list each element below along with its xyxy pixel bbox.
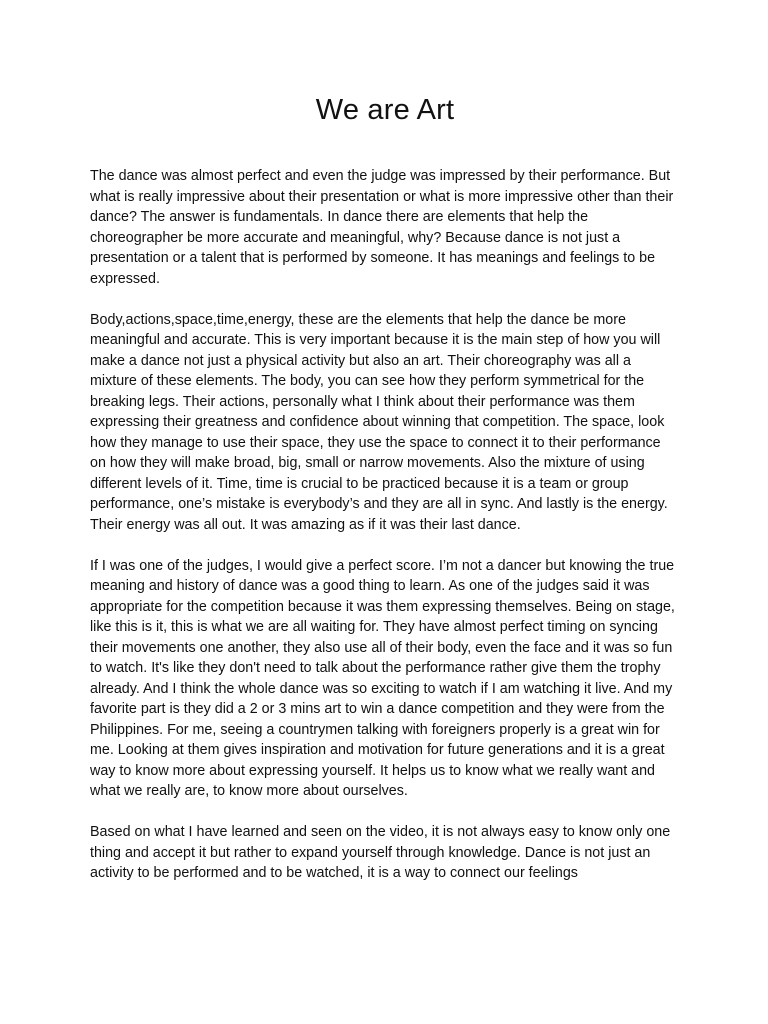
document-title: We are Art — [315, 94, 455, 126]
document-page — [90, 92, 680, 904]
paragraph-2: Body,actions,space,time,energy, these are the elements that help the dance be more meaningful and accurate. This is very important because it is the main step of how you will make a dance not just a physical activity but also an art. Their choreography was all a mixture of these elements. The body, you can see how they perform symmetrical for the breaking legs. Their actions, personally what I think about their performance was them expressing their greatness and confidence about winning that competition. The space, look how they manage to use their space, they use the space to connect it to their performance on how they will make broad, big, small or narrow movements. Also the mixture of using different levels of it. Time, time is crucial to be practiced because it is a team or group performance, one’s mistake is everybody’s and they are all in sync. And lastly is the energy. Their energy was all out. It was amazing as if it was their last dance. — [90, 311, 668, 533]
paragraph-1: The dance was almost perfect and even the judge was impressed by their performance. But what is really impressive about their presentation or what is more impressive other than their dance? The answer is fundamentals. In dance there are elements that help the choreographer be more accurate and meaningful, why? Because dance is not just a presentation or a talent that is performed by someone. It has meanings and feelings to be expressed. — [90, 168, 674, 287]
paragraph-4: Based on what I have learned and seen on the video, it is not always easy to know only one thing and accept it but rather to expand yourself through knowledge. Dance is not just an activity to be performed and to be watched, it is a way to connect our feelings — [90, 824, 671, 881]
paragraph-3: If I was one of the judges, I would give a perfect score. I’m not a dancer but knowing the true meaning and history of dance was a good thing to learn. As one of the judges said it was appropriate for the competition because it was them expressing themselves. Being on stage, like this is it, this is what we are all waiting for. They have almost perfect timing on syncing their movements one another, they also use all of their body, even the face and it was so fun to watch. It's like they don't need to talk about the performance rather give them the trophy already. And I think the whole dance was so exciting to watch if I am watching it live. And my favorite part is they did a 2 or 3 mins art to win a dance competition and they were from the Philippines. For me, seeing a countrymen talking with foreigners properly is a great win for me. Looking at them gives inspiration and motivation for future generations and it is a great way to know more about expressing yourself. It helps us to know what we really want and what we really are, to know more about ourselves. — [90, 557, 675, 799]
